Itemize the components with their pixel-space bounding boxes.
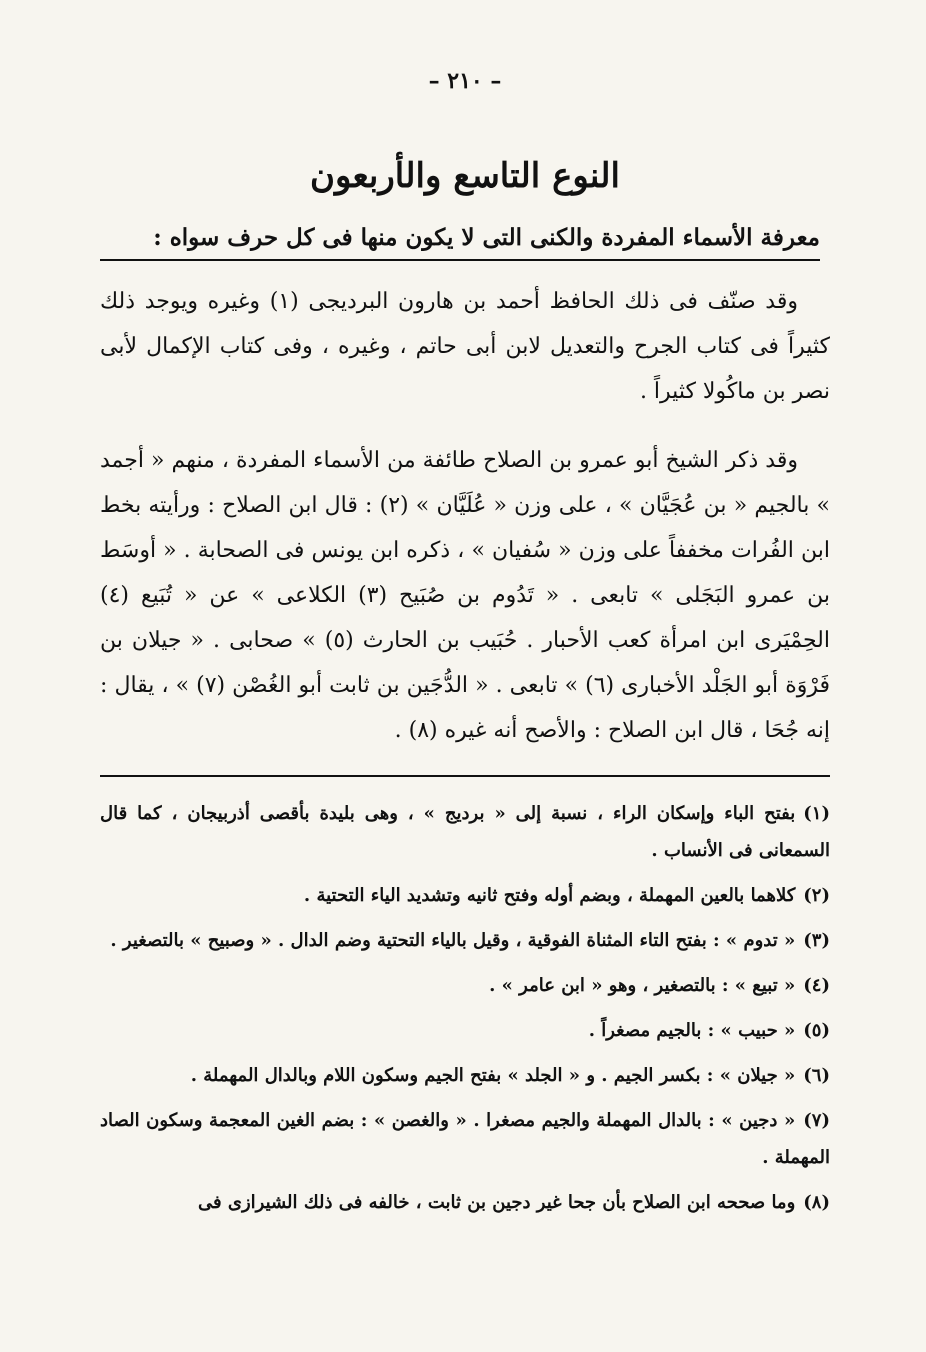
footnote: [100, 1057, 830, 1094]
footnote-number: (٦): [803, 1065, 830, 1086]
footnote: [100, 1012, 830, 1049]
page-number: – ٢١٠ –: [428, 68, 502, 94]
footnote-number: (١): [803, 803, 830, 824]
footnote-text: بفتح الباء وإسكان الراء ، نسبة إلى « برديج » ، وهى بليدة بأقصى أذربيجان ، كما قال السمعانى فى الأنساب .: [100, 803, 830, 861]
footnote-divider: [100, 775, 830, 777]
footnote: [100, 877, 830, 914]
body-paragraph: وقد صنّف فى ذلك الحافظ أحمد بن هارون البرديجى (١) وغيره ويوجد ذلك كثيراً فى كتاب الجرح والتعديل لابن أبى حاتم ، وغيره ، وفى كتاب الإكمال لأبى نصر بن ماكُولا كثيراً .: [100, 289, 830, 404]
footnotes-list: [100, 795, 830, 1221]
section-heading: معرفة الأسماء المفردة والكنى التى لا يكون منها فى كل حرف سواه :: [100, 224, 820, 261]
footnote: [100, 967, 830, 1004]
footnote-text: « جيلان » : بكسر الجيم . و « الجلد » بفتح الجيم وسكون اللام وبالدال المهملة .: [190, 1065, 796, 1086]
footnote-number: (٥): [803, 1020, 830, 1041]
footnote-text: « حبيب » : بالجيم مصغراً .: [588, 1020, 796, 1041]
footnote-number: (٢): [803, 885, 830, 906]
footnote: [100, 922, 830, 959]
footnote-text: « تدوم » : بفتح التاء المثناة الفوقية ، وقيل بالياء التحتية وضم الدال . « وصبيح » بالتصغير .: [110, 930, 796, 951]
body-paragraph: وقد ذكر الشيخ أبو عمرو بن الصلاح طائفة من الأسماء المفردة ، منهم « أجمد » بالجيم « بن عُجَيَّان » ، على وزن « عُلَيَّان » (٢) : قال ابن الصلاح : ورأيته بخط ابن الفُرات مخففاً على وزن « سُفيان » ، ذكره ابن يونس فى الصحابة . « أوسَط بن عمرو البَجَلى » تابعى . « تَدُوم بن صُبَيح (٣) الكلاعى » عن « تُبَيع (٤) الحِمْيَرى ابن امرأة كعب الأحبار . حُبَيب بن الحارث (٥) » صحابى . « جيلان بن فَرْوَة أبو الجَلْد الأخبارى (٦) » تابعى . « الدُّجَين بن ثابت أبو الغُصْن (٧) » ، يقال : إنه جُحَا ، قال ابن الصلاح : والأصح أنه غيره (٨) .: [100, 448, 831, 743]
footnote-text: « دجين » : بالدال المهملة والجيم مصغرا . « والغصن » : بضم الغين المعجمة وسكون الصاد المهملة .: [100, 1110, 830, 1168]
footnote-text: « تبيع » : بالتصغير ، وهو « ابن عامر » .: [489, 975, 796, 996]
footnote: [100, 795, 830, 869]
chapter-title: النوع التاسع والأربعون: [309, 156, 620, 196]
footnote-text: كلاهما بالعين المهملة ، وبضم أوله وفتح ثانيه وتشديد الياء التحتية .: [303, 885, 796, 906]
footnote-number: (٧): [803, 1110, 830, 1131]
footnote: [100, 1184, 830, 1221]
footnote-number: (٣): [803, 930, 830, 951]
footnote-text: وما صححه ابن الصلاح بأن جحا غير دجين بن ثابت ، خالفه فى ذلك الشيرازى فى: [197, 1192, 796, 1213]
footnote-number: (٨): [803, 1192, 830, 1213]
footnote-number: (٤): [803, 975, 830, 996]
footnote: [100, 1102, 830, 1176]
